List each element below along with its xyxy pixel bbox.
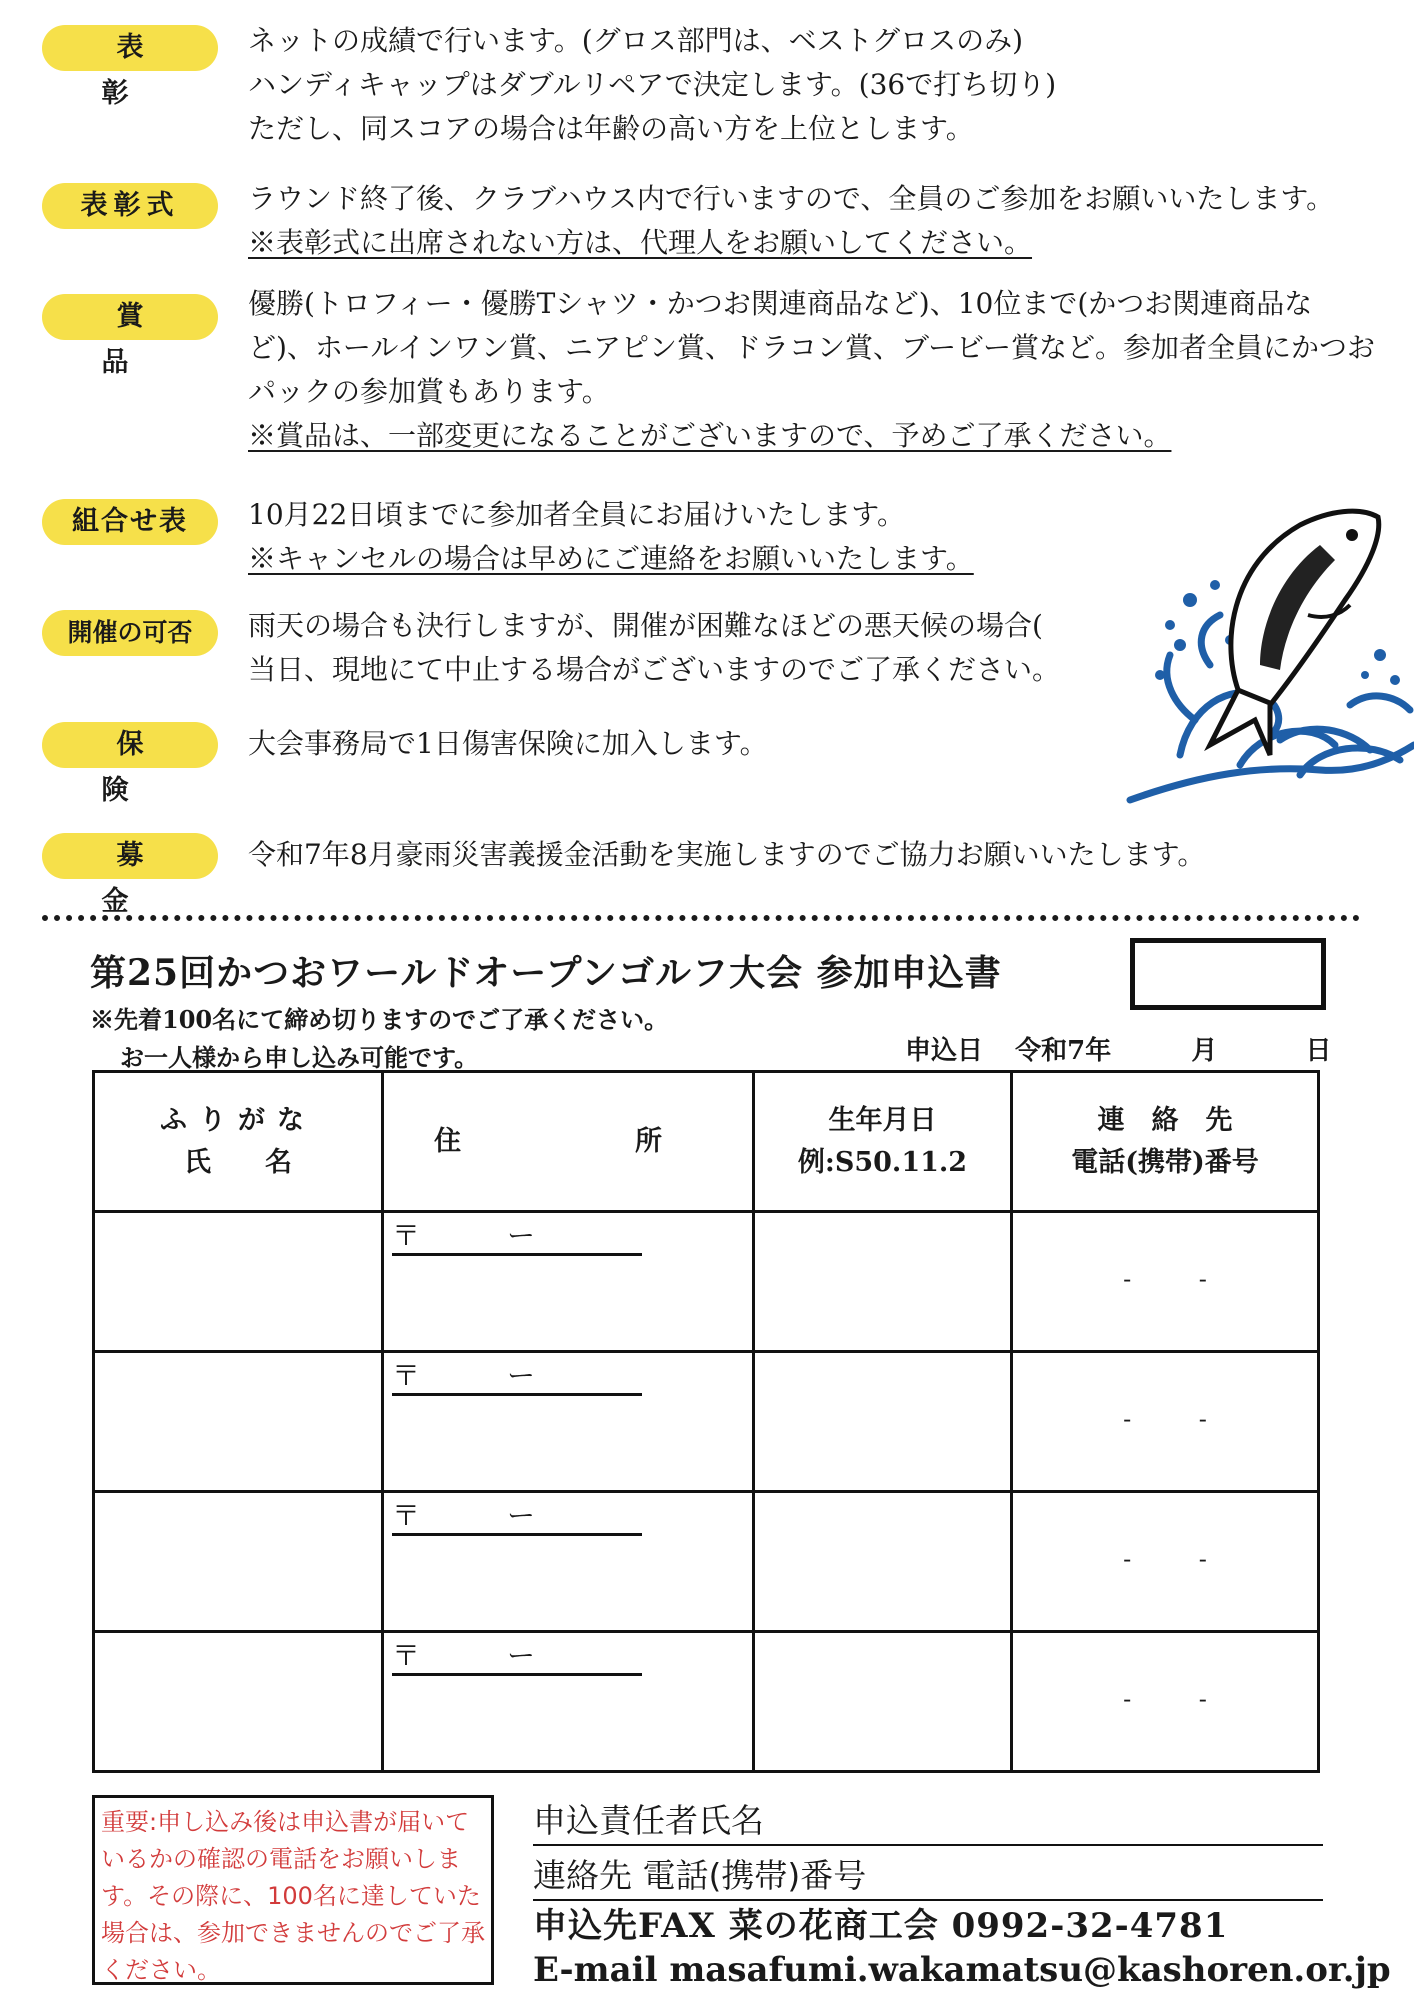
name-cell[interactable] xyxy=(94,1212,383,1352)
ceremony-text: ラウンド終了後、クラブハウス内で行いますので、全員のご参加をお願いいたします。 ※表彰式に出席されない方は、代理人をお願いしてください。 xyxy=(248,182,1335,259)
birth-cell[interactable] xyxy=(754,1212,1012,1352)
phone-cell[interactable]: - - xyxy=(1012,1212,1319,1352)
donation-text: 令和7年8月豪雨災害義援金活動を実施しますのでご協力お願いいたします。 xyxy=(248,838,1206,871)
postal-code-field[interactable]: 〒 ー xyxy=(392,1499,642,1536)
phone-cell[interactable]: - - xyxy=(1012,1492,1319,1632)
apply-date-month: 月 xyxy=(1191,1036,1218,1066)
weather-text: 雨天の場合も決行しますが、開催が困難なほどの悪天候の場合( 当日、現地にて中止する場合がございますのでご了承ください。 xyxy=(248,609,1061,686)
table-header-row xyxy=(94,1072,1319,1212)
postal-code-field[interactable]: 〒 ー xyxy=(392,1639,642,1676)
address-cell[interactable] xyxy=(383,1632,754,1772)
table-row xyxy=(94,1352,1319,1492)
label-prizes: 賞 品 xyxy=(42,294,218,340)
address-cell[interactable] xyxy=(383,1212,754,1352)
name-cell[interactable] xyxy=(94,1492,383,1632)
responsible-name-field[interactable]: 申込責任者氏名 xyxy=(533,1795,1323,1846)
table-row xyxy=(94,1212,1319,1352)
prizes-text: 優勝(トロフィー・優勝Tシャツ・かつお関連商品など)、10位まで(かつお関連商品な ど)、ホールインワン賞、ニアピン賞、ドラコン賞、ブービー賞など。参加者全員にかつお パックの参加賞もあります。 ※賞品は、一部変更になることがございますので、予めご了承ください。 xyxy=(248,287,1376,452)
col-name: ふりがな 氏 名 xyxy=(94,1072,383,1212)
entry-table xyxy=(92,1070,1320,1773)
table-row xyxy=(94,1492,1319,1632)
col-address: 住 所 xyxy=(383,1072,754,1212)
apply-date xyxy=(905,1030,1332,1067)
apply-date-day: 日 xyxy=(1305,1036,1332,1066)
responsible-phone-field[interactable]: 連絡先 電話(携帯)番号 xyxy=(533,1850,1323,1901)
name-cell[interactable] xyxy=(94,1352,383,1492)
pairings-text: 10月22日頃までに参加者全員にお届けいたします。 ※キャンセルの場合は早めにご連絡をお願いいたします。 xyxy=(248,498,974,575)
label-weather: 開催の可否 xyxy=(42,610,218,656)
birth-cell[interactable] xyxy=(754,1352,1012,1492)
label-ceremony: 表彰式 xyxy=(42,183,218,229)
address-cell[interactable] xyxy=(383,1492,754,1632)
col-birth: 生年月日 例:S50.11.2 xyxy=(754,1072,1012,1212)
birth-cell[interactable] xyxy=(754,1632,1012,1772)
form-note-single: お一人様から申し込み可能です。 xyxy=(120,1043,479,1072)
postal-code-field[interactable]: 〒 ー xyxy=(392,1219,642,1256)
phone-cell[interactable]: - - xyxy=(1012,1632,1319,1772)
postal-code-field[interactable]: 〒 ー xyxy=(392,1359,642,1396)
name-cell[interactable] xyxy=(94,1632,383,1772)
label-insurance: 保 険 xyxy=(42,722,218,768)
important-notice: 重要:申し込み後は申込書が届いているかの確認の電話をお願いします。その際に、100名に達していた場合は、参加できませんのでご了承ください。 xyxy=(92,1795,494,1985)
receipt-number-box[interactable] xyxy=(1130,938,1326,1010)
bonito-fish xyxy=(1210,511,1379,755)
bonito-wave-illustration xyxy=(1120,505,1414,805)
birth-cell[interactable] xyxy=(754,1492,1012,1632)
apply-date-label: 申込日 xyxy=(905,1036,984,1066)
col-contact: 連 絡 先 電話(携帯)番号 xyxy=(1012,1072,1319,1212)
fax-destination: 申込先FAX 菜の花商工会 0992-32-4781 xyxy=(533,1906,1229,1946)
apply-date-era: 令和7年 xyxy=(1015,1036,1112,1066)
insurance-text: 大会事務局で1日傷害保険に加入します。 xyxy=(248,727,768,760)
label-award: 表 彰 xyxy=(42,25,218,71)
address-cell[interactable] xyxy=(383,1352,754,1492)
form-note-limit: ※先着100名にて締め切りますのでご了承ください。 xyxy=(90,1005,669,1034)
label-donation: 募 金 xyxy=(42,833,218,879)
email-address: E-mail masafumi.wakamatsu@kashoren.or.jp xyxy=(533,1950,1391,1990)
phone-cell[interactable]: - - xyxy=(1012,1352,1319,1492)
form-title: 第25回かつおワールドオープンゴルフ大会 参加申込書 xyxy=(90,952,1002,994)
table-row xyxy=(94,1632,1319,1772)
award-text: ネットの成績で行います。(グロス部門は、ベストグロスのみ) ハンディキャップはダブルリペアで決定します。(36で打ち切り) ただし、同スコアの場合は年齢の高い方を上位とします。 xyxy=(248,24,1057,145)
section-divider xyxy=(42,915,1360,921)
label-pairings: 組合せ表 xyxy=(42,499,218,545)
